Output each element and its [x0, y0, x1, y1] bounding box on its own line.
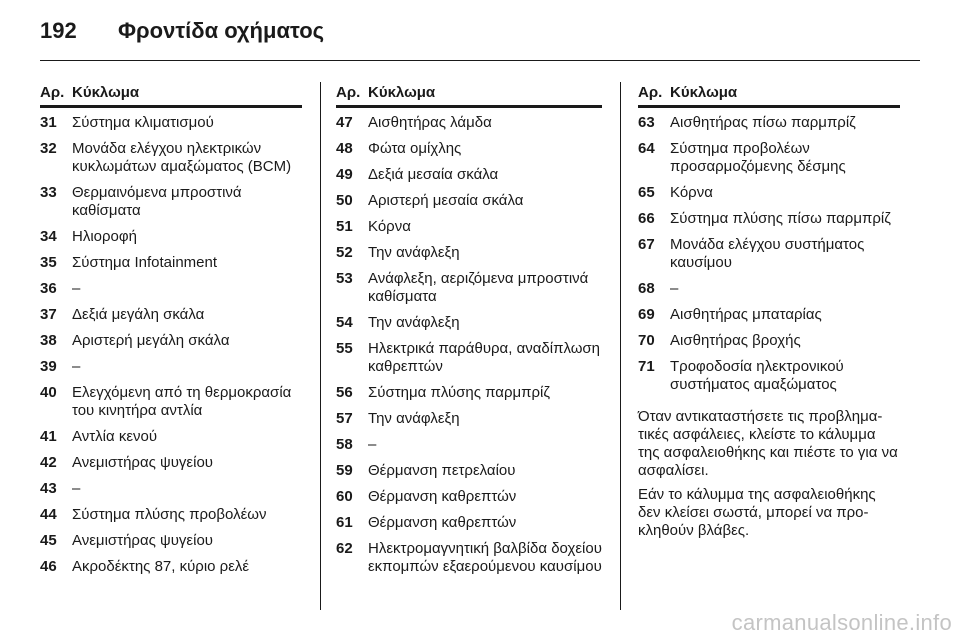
fuse-number: 56 [336, 384, 353, 401]
fuse-circuit: Σύστημα πλύσης προβολέων [72, 506, 267, 523]
fuse-number: 71 [638, 358, 655, 375]
fuse-row [40, 228, 302, 246]
fuse-circuit: – [368, 436, 377, 453]
fuse-circuit: Θέρμανση καθρεπτών [368, 514, 517, 531]
fuse-row [336, 166, 602, 184]
fuse-row [40, 384, 302, 420]
fuse-row [638, 210, 900, 228]
fuse-circuit: Ηλεκτρικά παράθυρα, αναδίπλωση καθρεπτών [368, 340, 601, 375]
column-header-number: Αρ. [638, 84, 663, 101]
fuse-circuit: Κόρνα [670, 184, 713, 201]
fuse-circuit: Ανεμιστήρας ψυγείου [72, 532, 213, 549]
fuse-row [40, 332, 302, 350]
fuse-number: 39 [40, 358, 57, 375]
fuse-number: 33 [40, 184, 57, 201]
fuse-circuit: Ανάφλεξη, αεριζόμενα μπροστινά καθίσματα [368, 270, 589, 305]
fuse-row [336, 488, 602, 506]
fuse-number: 38 [40, 332, 57, 349]
fuse-number: 36 [40, 280, 57, 297]
fuse-row [336, 462, 602, 480]
column-header-circuit: Κύκλωμα [670, 84, 738, 101]
fuse-row [40, 532, 302, 550]
fuse-rows [638, 114, 900, 394]
fuse-circuit: Ελεγχόμενη από τη θερμοκρασία του κινητήρα αντλία [72, 384, 292, 419]
fuse-table-column-1 [40, 84, 302, 584]
fuse-cover-note [638, 408, 900, 540]
fuse-row [40, 454, 302, 472]
fuse-circuit: Κόρνα [368, 218, 411, 235]
fuse-circuit: Αντλία κενού [72, 428, 158, 445]
fuse-row [40, 184, 302, 220]
fuse-table-column-3 [638, 84, 900, 546]
fuse-row [638, 114, 900, 132]
fuse-row [40, 114, 302, 132]
page-header [40, 18, 324, 44]
fuse-table-column-2 [336, 84, 602, 584]
fuse-number: 57 [336, 410, 353, 427]
fuse-circuit: Αισθητήρας πίσω παρμπρίζ [670, 114, 856, 131]
fuse-circuit: Αισθητήρας βροχής [670, 332, 801, 349]
fuse-circuit: Την ανάφλεξη [368, 244, 460, 261]
fuse-row [638, 236, 900, 272]
column-divider [620, 82, 621, 610]
fuse-number: 42 [40, 454, 57, 471]
fuse-number: 45 [40, 532, 57, 549]
fuse-circuit: Την ανάφλεξη [368, 314, 460, 331]
fuse-circuit: Ακροδέκτης 87, κύριο ρελέ [72, 558, 250, 575]
fuse-circuit: Αισθητήρας μπαταρίας [670, 306, 822, 323]
fuse-row [336, 436, 602, 454]
header-divider [40, 60, 920, 61]
fuse-rows [40, 114, 302, 576]
fuse-number: 64 [638, 140, 655, 157]
fuse-number: 32 [40, 140, 57, 157]
fuse-row [336, 514, 602, 532]
fuse-circuit: Ηλεκτρομαγνητική βαλβίδα δοχείου εκπομπών εξαερούμενου καυσίμου [368, 540, 602, 575]
fuse-number: 31 [40, 114, 57, 131]
fuse-circuit: Μονάδα ελέγχου συστήματος καυσίμου [670, 236, 865, 271]
note-paragraph: Εάν το κάλυμμα της ασφαλειοθήκης δεν κλείσει σωστά, μπορεί να προ-κληθούν βλάβες. [638, 486, 876, 539]
fuse-circuit: – [670, 280, 679, 297]
fuse-circuit: – [72, 480, 81, 497]
fuse-number: 54 [336, 314, 353, 331]
fuse-row [336, 114, 602, 132]
fuse-row [40, 140, 302, 176]
fuse-circuit: Ηλιοροφή [72, 228, 137, 245]
fuse-row [336, 384, 602, 402]
column-divider [320, 82, 321, 610]
fuse-number: 41 [40, 428, 57, 445]
fuse-row [336, 540, 602, 576]
fuse-row [40, 558, 302, 576]
fuse-row [40, 254, 302, 272]
fuse-row [40, 480, 302, 498]
fuse-row [40, 306, 302, 324]
fuse-row [638, 280, 900, 298]
fuse-circuit: Αριστερή μεγάλη σκάλα [72, 332, 230, 349]
fuse-row [638, 184, 900, 202]
fuse-number: 68 [638, 280, 655, 297]
fuse-circuit: Την ανάφλεξη [368, 410, 460, 427]
fuse-row [336, 340, 602, 376]
fuse-row [40, 358, 302, 376]
watermark: carmanualsonline.info [731, 610, 952, 635]
fuse-number: 61 [336, 514, 353, 531]
fuse-circuit: Φώτα ομίχλης [368, 140, 462, 157]
fuse-number: 58 [336, 436, 353, 453]
fuse-number: 63 [638, 114, 655, 131]
fuse-circuit: – [72, 358, 81, 375]
fuse-circuit: Αριστερή μεσαία σκάλα [368, 192, 524, 209]
fuse-row [336, 244, 602, 262]
page-number: 192 [40, 18, 77, 43]
fuse-number: 50 [336, 192, 353, 209]
fuse-number: 55 [336, 340, 353, 357]
fuse-row [336, 218, 602, 236]
note-paragraph: Όταν αντικαταστήσετε τις προβλημα-τικές ασφάλειες, κλείστε το κάλυμμα της ασφαλειοθήκης και πιέστε το για να ασφαλίσει. [638, 408, 898, 479]
fuse-row [40, 428, 302, 446]
fuse-circuit: Θέρμανση πετρελαίου [368, 462, 516, 479]
fuse-row [638, 358, 900, 394]
fuse-row [336, 140, 602, 158]
fuse-circuit: Μονάδα ελέγχου ηλεκτρικών κυκλωμάτων αμαξώματος (BCM) [72, 140, 292, 175]
page-title: Φροντίδα οχήματος [118, 18, 325, 43]
fuse-circuit: Αισθητήρας λάμδα [368, 114, 492, 131]
column-header-circuit: Κύκλωμα [72, 84, 140, 101]
fuse-circuit: Δεξιά μεγάλη σκάλα [72, 306, 205, 323]
fuse-number: 69 [638, 306, 655, 323]
fuse-number: 37 [40, 306, 57, 323]
fuse-circuit: Σύστημα πλύσης πίσω παρμπρίζ [670, 210, 891, 227]
fuse-number: 53 [336, 270, 353, 287]
fuse-row [638, 140, 900, 176]
fuse-number: 62 [336, 540, 353, 557]
fuse-number: 40 [40, 384, 57, 401]
column-header-number: Αρ. [40, 84, 65, 101]
fuse-circuit: Σύστημα κλιματισμού [72, 114, 214, 131]
fuse-number: 65 [638, 184, 655, 201]
fuse-number: 48 [336, 140, 353, 157]
fuse-row [40, 280, 302, 298]
fuse-number: 70 [638, 332, 655, 349]
fuse-circuit: Δεξιά μεσαία σκάλα [368, 166, 499, 183]
fuse-number: 44 [40, 506, 57, 523]
column-header-circuit: Κύκλωμα [368, 84, 436, 101]
fuse-circuit: Θέρμανση καθρεπτών [368, 488, 517, 505]
fuse-circuit: Σύστημα Infotainment [72, 254, 218, 271]
fuse-number: 43 [40, 480, 57, 497]
fuse-number: 60 [336, 488, 353, 505]
column-header [336, 84, 602, 108]
fuse-row [40, 506, 302, 524]
fuse-row [336, 192, 602, 210]
fuse-circuit: Σύστημα πλύσης παρμπρίζ [368, 384, 550, 401]
fuse-row [336, 270, 602, 306]
fuse-number: 34 [40, 228, 57, 245]
fuse-row [336, 410, 602, 428]
fuse-row [638, 306, 900, 324]
column-header [40, 84, 302, 108]
fuse-number: 52 [336, 244, 353, 261]
fuse-circuit: Ανεμιστήρας ψυγείου [72, 454, 213, 471]
fuse-number: 67 [638, 236, 655, 253]
fuse-row [336, 314, 602, 332]
fuse-number: 47 [336, 114, 353, 131]
fuse-rows [336, 114, 602, 576]
fuse-number: 66 [638, 210, 655, 227]
fuse-number: 49 [336, 166, 353, 183]
column-header [638, 84, 900, 108]
fuse-circuit: Θερμαινόμενα μπροστινά καθίσματα [72, 184, 242, 219]
fuse-number: 51 [336, 218, 353, 235]
fuse-circuit: Σύστημα προβολέων προσαρμοζόμενης δέσμης [670, 140, 846, 175]
fuse-number: 46 [40, 558, 57, 575]
fuse-number: 59 [336, 462, 353, 479]
fuse-circuit: – [72, 280, 81, 297]
column-header-number: Αρ. [336, 84, 361, 101]
fuse-row [638, 332, 900, 350]
fuse-number: 35 [40, 254, 57, 271]
fuse-circuit: Τροφοδοσία ηλεκτρονικού συστήματος αμαξώματος [670, 358, 844, 393]
